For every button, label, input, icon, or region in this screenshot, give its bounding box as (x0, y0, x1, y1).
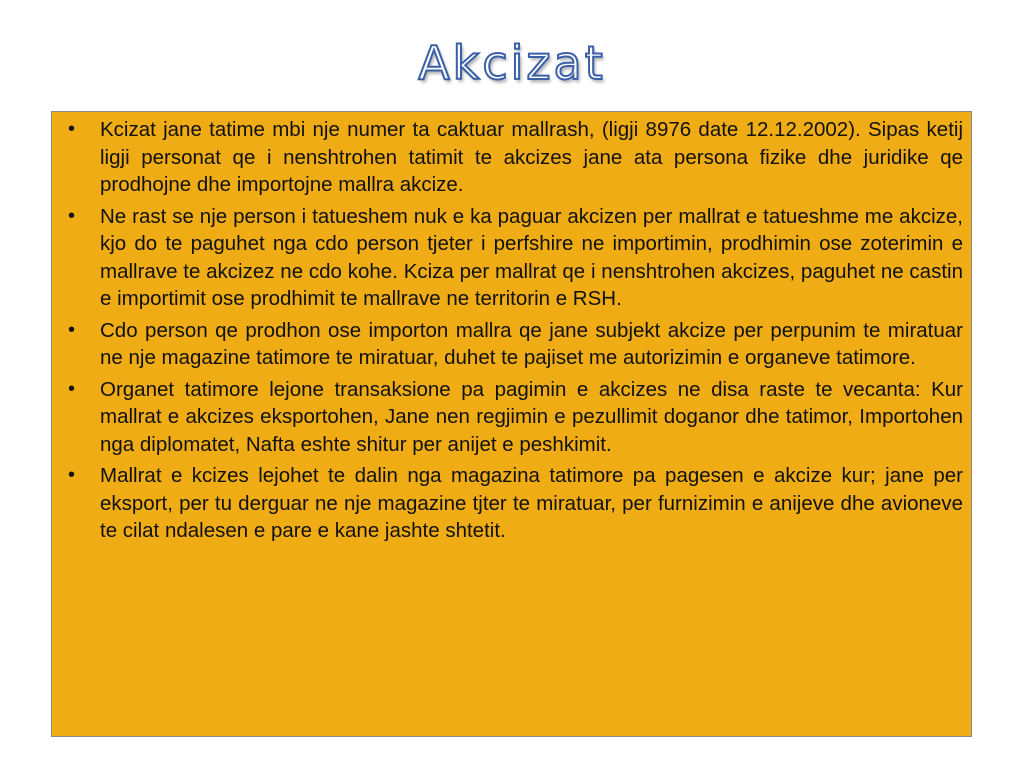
bullet-item (64, 203, 963, 313)
bullet-item (64, 116, 963, 199)
bullet-list (64, 116, 963, 545)
bullet-item (64, 376, 963, 459)
bullet-dot-icon: • (68, 118, 76, 140)
bullet-text: Cdo person qe prodhon ose importon mallra qe jane subjekt akcize per perpunim te miratuar ne nje magazine tatimore te miratuar, duhet te pajiset me autorizimin e organeve tatimore. (100, 318, 963, 369)
bullet-dot-icon: • (68, 377, 76, 400)
bullet-text: Ne rast se nje person i tatueshem nuk e ka paguar akcizen per mallrat e tatueshme me akcize, kjo do te paguhet nga cdo person tjeter i perfshire ne importimin, prodhimin ose zoterimin e mallrave te akcizez ne cdo kohe. Kciza per mallrat qe i nenshtrohen akcizes, paguhet ne castin e importimit ose prodhimit te mallrave ne territorin e RSH. (100, 204, 963, 310)
slide-title: Akcizat (418, 36, 606, 90)
bullet-text: Organet tatimore lejone transaksione pa pagimin e akcizes ne disa raste te vecanta: Kur mallrat e akcizes eksportohen, Jane nen regjimin e pezullimit doganor dhe tatimor, Importohen nga diplomatet, Nafta eshte shitur per anijet e peshkimit. (100, 377, 963, 456)
bullet-dot-icon: • (68, 204, 76, 227)
bullet-item (64, 317, 963, 372)
bullet-text: Kcizat jane tatime mbi nje numer ta caktuar mallrash, (ligji 8976 date 12.12.2002). Sipas ketij ligji personat qe i nenshtrohen tatimit te akcizes jane ata persona fizike dhe juridike qe prodhojne dhe importojne mallra akcize. (100, 118, 963, 196)
bullet-item (64, 462, 963, 545)
bullet-dot-icon: • (68, 464, 76, 486)
content-box (51, 111, 972, 737)
bullet-dot-icon: • (68, 318, 76, 341)
bullet-text: Mallrat e kcizes lejohet te dalin nga magazina tatimore pa pagesen e akcize kur; jane per eksport, per tu derguar ne nje magazine tjter te miratuar, per furnizimin e anijeve dhe avioneve te cilat ndalesen e pare e kane jashte shtetit. (100, 464, 963, 542)
